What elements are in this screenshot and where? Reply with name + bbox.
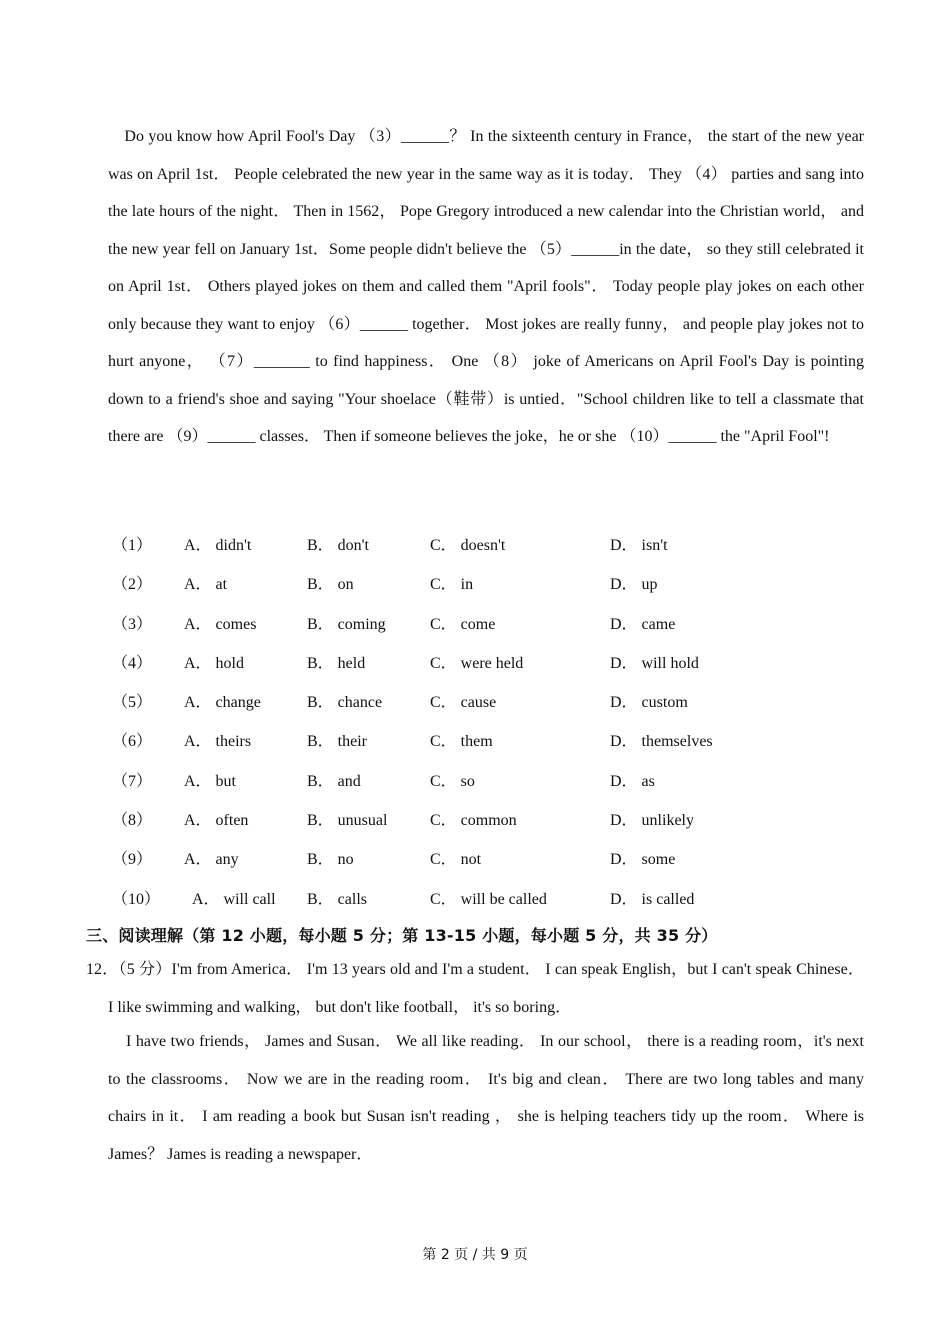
option-b: B． on: [307, 576, 354, 594]
option-row-4: [112, 644, 872, 683]
options-list: [112, 526, 872, 919]
option-d: D． isn't: [610, 537, 668, 554]
option-d: D． as: [610, 772, 655, 790]
option-a: A． often: [184, 812, 249, 830]
option-row-3: [112, 605, 872, 644]
option-row-1: [112, 526, 872, 565]
section-title: 三、阅读理解（第 12 小题，每小题 5 分；第 13-15 小题，每小题 5 分，共 35 分）: [86, 926, 718, 945]
option-a: A． but: [184, 772, 237, 790]
option-row-8: [112, 801, 872, 840]
option-number: （9）: [112, 851, 153, 869]
option-a: A． at: [184, 576, 228, 594]
option-row-2: [112, 565, 872, 604]
option-d: D． unlikely: [610, 812, 694, 830]
option-number: （10）: [112, 890, 161, 908]
question-text: I'm from America． I'm 13 years old and I'm a student． I can speak English，but I can't speak Chinese． I like swimming and walking， but don't like football， it's so boring．: [108, 961, 864, 1016]
option-c: C． doesn't: [430, 537, 506, 554]
option-row-10: [112, 880, 872, 919]
option-row-9: [112, 840, 872, 879]
option-b: B． their: [307, 733, 367, 751]
option-b: B． coming: [307, 615, 386, 633]
option-b: B． calls: [307, 890, 367, 908]
option-d: D． some: [610, 851, 676, 869]
option-c: C． them: [430, 733, 493, 751]
option-number: （3）: [112, 615, 153, 633]
option-a: A． any: [184, 851, 239, 869]
option-a: A． hold: [184, 654, 245, 672]
option-a: A． didn't: [184, 537, 252, 554]
option-b: B． unusual: [307, 812, 388, 830]
option-c: C． will be called: [430, 890, 547, 908]
option-number: （4）: [112, 654, 153, 672]
option-a: A． comes: [184, 615, 257, 633]
option-number: （6）: [112, 733, 153, 751]
option-b: B． and: [307, 772, 361, 790]
option-a: A． theirs: [184, 733, 252, 751]
option-b: B． held: [307, 654, 366, 672]
option-c: C． come: [430, 615, 496, 633]
option-c: C． were held: [430, 654, 524, 672]
question-number: 12．: [86, 961, 119, 978]
option-c: C． so: [430, 772, 475, 790]
page-footer: 第 2 页 / 共 9 页: [422, 1247, 528, 1263]
option-a: A． change: [184, 694, 261, 712]
cloze-passage: Do you know how April Fool's Day （3）______？ In the sixteenth century in France， the start of the new year was on April 1st． People celebrated the new year in the same way as it is today． They （4） parties and sang into the late hours of the night． Then in 1562， Pope Gregory introduced a new calendar into the Christian world， and the new year fell on January 1st．Some people didn't believe the （5）______in the date， so they still celebrated it on April 1st． Others played jokes on them and called them "April fools"． Today people play jokes on each other only because they want to enjoy （6）______ together． Most jokes are really funny， and people play jokes not to hurt anyone， （7）_______ to find happiness． One （8） joke of Americans on April Fool's Day is pointing down to a friend's shoe and saying "Your shoelace（鞋带）is untied．"School children like to tell a classmate that there are （9）______ classes． Then if someone believes the joke，he or she （10）______ the "April Fool"!: [108, 128, 865, 445]
option-number: （1）: [112, 537, 153, 554]
option-c: C． in: [430, 576, 474, 594]
question-12: [86, 951, 864, 1173]
option-c: C． common: [430, 812, 517, 830]
question-12-paragraph-2: I have two friends， James and Susan． We all like reading． In our school， there is a reading room，it's next to the classrooms． Now we are in the reading room． It's big and clean． There are two long tables and many chairs in it． I am reading a book but Susan isn't reading ， she is helping teachers tidy up the room． Where is James？ James is reading a newspaper．: [108, 1033, 864, 1163]
option-d: D． custom: [610, 694, 688, 712]
option-b: B． no: [307, 851, 354, 869]
option-a: A． will call: [192, 890, 276, 908]
option-row-7: [112, 762, 872, 801]
option-d: D． up: [610, 576, 658, 594]
option-number: （2）: [112, 576, 153, 594]
option-row-5: [112, 683, 872, 722]
option-c: C． cause: [430, 694, 497, 712]
option-b: B． don't: [307, 537, 370, 554]
option-number: （7）: [112, 772, 153, 790]
option-c: C． not: [430, 851, 482, 869]
option-number: （8）: [112, 812, 153, 830]
option-d: D． came: [610, 615, 676, 633]
option-b: B． chance: [307, 694, 383, 712]
option-d: D． is called: [610, 890, 695, 908]
option-row-6: [112, 722, 872, 761]
question-12-paragraph-1: [86, 951, 864, 1026]
option-d: D． will hold: [610, 654, 699, 672]
question-score: （5 分）: [118, 961, 172, 978]
option-d: D． themselves: [610, 733, 713, 751]
option-number: （5）: [112, 694, 153, 712]
